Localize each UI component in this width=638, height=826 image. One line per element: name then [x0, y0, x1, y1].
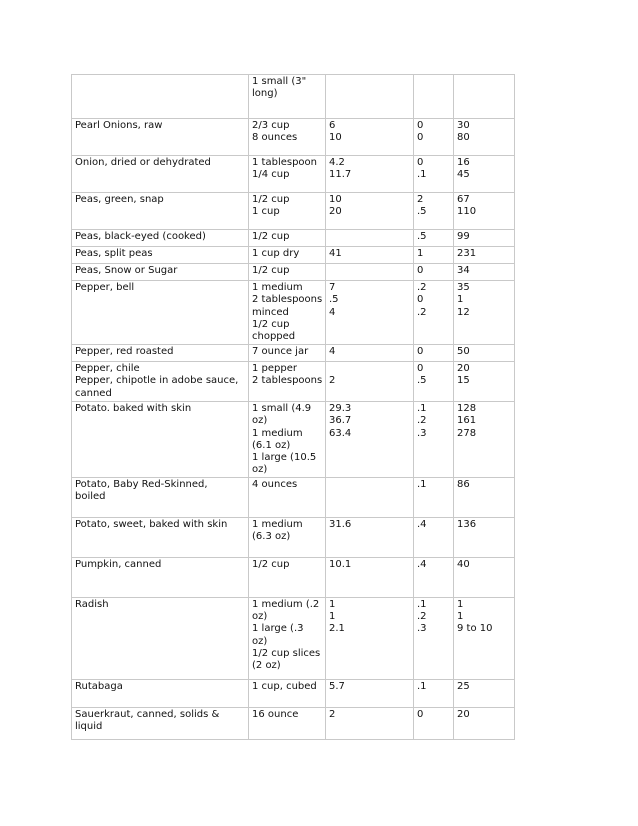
fiber-cell: .1: [414, 477, 454, 517]
food-name-cell: Peas, split peas: [72, 247, 249, 264]
serving-cell: 4 ounces: [249, 477, 326, 517]
food-name-cell: Peas, black-eyed (cooked): [72, 230, 249, 247]
table-row: [72, 345, 515, 362]
table-row: [72, 247, 515, 264]
carbs-cell: 7 .5 4: [326, 281, 414, 345]
serving-cell: 1 cup dry: [249, 247, 326, 264]
table-row: [72, 477, 515, 517]
table-row: [72, 75, 515, 119]
table-row: [72, 679, 515, 707]
food-name-cell: Pumpkin, canned: [72, 557, 249, 597]
fiber-cell: 0: [414, 264, 454, 281]
fiber-cell: 0 .5: [414, 362, 454, 402]
food-name-cell: Onion, dried or dehydrated: [72, 156, 249, 193]
table-row: [72, 230, 515, 247]
carbs-cell: [326, 75, 414, 119]
table-row: [72, 119, 515, 156]
table-row: [72, 597, 515, 679]
calories-cell: 50: [454, 345, 515, 362]
calories-cell: 34: [454, 264, 515, 281]
table-row: [72, 402, 515, 478]
food-name-cell: Peas, Snow or Sugar: [72, 264, 249, 281]
food-name-cell: Potato, sweet, baked with skin: [72, 517, 249, 557]
table-row: [72, 193, 515, 230]
serving-cell: 1 cup, cubed: [249, 679, 326, 707]
fiber-cell: [414, 75, 454, 119]
food-name-cell: Sauerkraut, canned, solids & liquid: [72, 707, 249, 739]
fiber-cell: 0 0: [414, 119, 454, 156]
calories-cell: 136: [454, 517, 515, 557]
fiber-cell: .5: [414, 230, 454, 247]
fiber-cell: 0: [414, 707, 454, 739]
nutrition-table: [71, 74, 515, 740]
food-name-cell: Pearl Onions, raw: [72, 119, 249, 156]
calories-cell: 30 80: [454, 119, 515, 156]
calories-cell: 20: [454, 707, 515, 739]
serving-cell: 1/2 cup 1 cup: [249, 193, 326, 230]
carbs-cell: 29.3 36.7 63.4: [326, 402, 414, 478]
serving-cell: 1 medium (6.3 oz): [249, 517, 326, 557]
calories-cell: 86: [454, 477, 515, 517]
food-name-cell: Pepper, bell: [72, 281, 249, 345]
calories-cell: 40: [454, 557, 515, 597]
food-name-cell: Rutabaga: [72, 679, 249, 707]
table-row: [72, 281, 515, 345]
table-row: [72, 517, 515, 557]
fiber-cell: .1 .2 .3: [414, 402, 454, 478]
calories-cell: 35 1 12: [454, 281, 515, 345]
carbs-cell: 31.6: [326, 517, 414, 557]
carbs-cell: 41: [326, 247, 414, 264]
carbs-cell: 2: [326, 362, 414, 402]
calories-cell: 25: [454, 679, 515, 707]
nutrition-table-body: [72, 75, 515, 740]
serving-cell: 1/2 cup: [249, 230, 326, 247]
serving-cell: 1 small (3" long): [249, 75, 326, 119]
serving-cell: 2/3 cup 8 ounces: [249, 119, 326, 156]
fiber-cell: .1: [414, 679, 454, 707]
serving-cell: 1 small (4.9 oz) 1 medium (6.1 oz) 1 large (10.5 oz): [249, 402, 326, 478]
food-name-cell: Potato. baked with skin: [72, 402, 249, 478]
table-row: [72, 156, 515, 193]
fiber-cell: .1 .2 .3: [414, 597, 454, 679]
serving-cell: 7 ounce jar: [249, 345, 326, 362]
carbs-cell: 1 1 2.1: [326, 597, 414, 679]
fiber-cell: 0: [414, 345, 454, 362]
fiber-cell: 0 .1: [414, 156, 454, 193]
calories-cell: 1 1 9 to 10: [454, 597, 515, 679]
serving-cell: 1 tablespoon 1/4 cup: [249, 156, 326, 193]
table-row: [72, 264, 515, 281]
serving-cell: 1 pepper 2 tablespoons: [249, 362, 326, 402]
table-row: [72, 362, 515, 402]
calories-cell: 20 15: [454, 362, 515, 402]
serving-cell: 1 medium (.2 oz) 1 large (.3 oz) 1/2 cup slices (2 oz): [249, 597, 326, 679]
serving-cell: 1/2 cup: [249, 557, 326, 597]
carbs-cell: [326, 230, 414, 247]
carbs-cell: 4.2 11.7: [326, 156, 414, 193]
carbs-cell: 10.1: [326, 557, 414, 597]
calories-cell: 231: [454, 247, 515, 264]
food-name-cell: Pepper, red roasted: [72, 345, 249, 362]
food-name-cell: Peas, green, snap: [72, 193, 249, 230]
carbs-cell: 6 10: [326, 119, 414, 156]
table-row: [72, 707, 515, 739]
calories-cell: 67 110: [454, 193, 515, 230]
carbs-cell: 5.7: [326, 679, 414, 707]
carbs-cell: [326, 264, 414, 281]
fiber-cell: .4: [414, 517, 454, 557]
carbs-cell: 10 20: [326, 193, 414, 230]
table-row: [72, 557, 515, 597]
serving-cell: 1 medium 2 tablespoons minced 1/2 cup chopped: [249, 281, 326, 345]
fiber-cell: .4: [414, 557, 454, 597]
food-name-cell: Radish: [72, 597, 249, 679]
carbs-cell: 4: [326, 345, 414, 362]
calories-cell: 16 45: [454, 156, 515, 193]
serving-cell: 1/2 cup: [249, 264, 326, 281]
fiber-cell: 1: [414, 247, 454, 264]
calories-cell: [454, 75, 515, 119]
carbs-cell: [326, 477, 414, 517]
fiber-cell: .2 0 .2: [414, 281, 454, 345]
carbs-cell: 2: [326, 707, 414, 739]
fiber-cell: 2 .5: [414, 193, 454, 230]
food-name-cell: [72, 75, 249, 119]
serving-cell: 16 ounce: [249, 707, 326, 739]
food-name-cell: Potato, Baby Red-Skinned, boiled: [72, 477, 249, 517]
calories-cell: 128 161 278: [454, 402, 515, 478]
calories-cell: 99: [454, 230, 515, 247]
food-name-cell: Pepper, chile Pepper, chipotle in adobe sauce, canned: [72, 362, 249, 402]
